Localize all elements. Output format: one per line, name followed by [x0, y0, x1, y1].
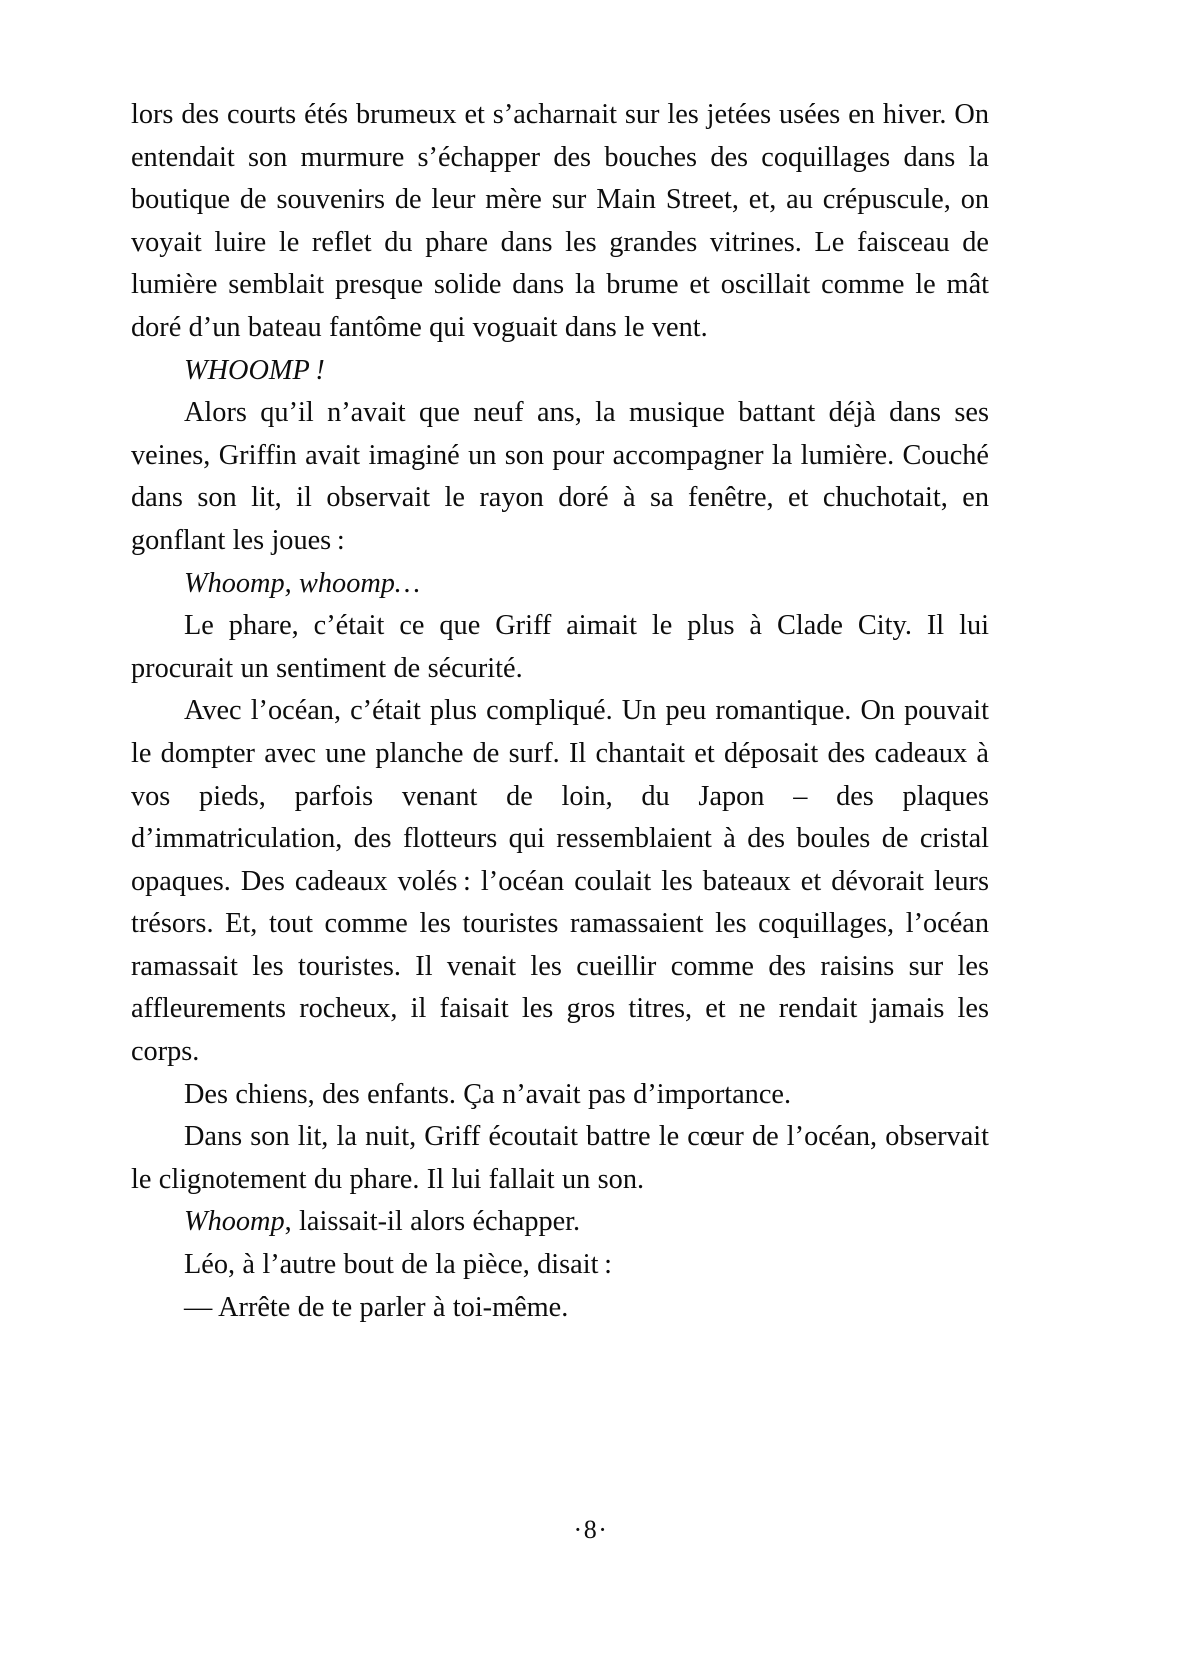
page-number-folio: ·8· — [573, 1515, 609, 1544]
paragraph-dialogue-line — [131, 1287, 989, 1330]
paragraph-text: , laissait-il alors échapper. — [284, 1206, 581, 1238]
paragraph-text: Avec l’océan, c’était plus compliqué. Un peu romantique. On pouvait le dompter avec une planche de surf. Il chantait et déposait des cadeaux à vos pieds, parfois venant de loin, du Japon – des plaques d’immatriculation, des flotteurs qui ressemblaient à des boules de cristal opaques. Des cadeaux volés : l’océan coulait les bateaux et dévorait leurs trésors. Et, tout comme les touristes ramassaient les coquillages, l’océan ramassait les touristes. Il venait les cueillir comme des raisins sur les affleurements rocheux, il faisait les gros titres, et ne rendait jamais les corps. — [131, 695, 989, 1068]
paragraph-text: Des chiens, des enfants. Ça n’avait pas d’importance. — [184, 1078, 792, 1110]
paragraph-text: Léo, à l’autre bout de la pièce, disait : — [184, 1249, 612, 1281]
paragraph-onomatopoeia-whoomp-caps — [131, 350, 989, 393]
onomatopoeia-text: WHOOMP ! — [184, 354, 325, 386]
paragraph-text: Le phare, c’était ce que Griff aimait le plus à Clade City. Il lui procurait un sentiment de sécurité. — [131, 610, 989, 684]
paragraph-whoomp-utterance — [131, 1201, 989, 1244]
paragraph-text: lors des courts étés brumeux et s’acharnait sur les jetées usées en hiver. On entendait son murmure s’échapper des bouches des coquillages dans la boutique de souvenirs de leur mère sur Main Street, et, au crépuscule, on voyait luire le reflet du phare dans les grandes vitrines. Le faisceau de lumière semblait presque solide dans la brume et oscillait comme le mât doré d’un bateau fantôme qui voguait dans le vent. — [131, 99, 989, 343]
onomatopoeia-text: Whoomp — [184, 1206, 285, 1238]
onomatopoeia-text: Whoomp, whoomp… — [184, 567, 421, 599]
paragraph-text: Dans son lit, la nuit, Griff écoutait battre le cœur de l’océan, observait le clignotement du phare. Il lui fallait un son. — [131, 1121, 989, 1195]
paragraph-lighthouse-security — [131, 605, 989, 690]
paragraph-leo-speaks — [131, 1244, 989, 1287]
paragraph-dogs-children — [131, 1074, 989, 1117]
paragraph-night-heartbeat — [131, 1116, 989, 1201]
paragraph-continuation — [131, 94, 989, 350]
page-text-block — [131, 94, 989, 1329]
paragraph-text: Alors qu’il n’avait que neuf ans, la musique battant déjà dans ses veines, Griffin avait imaginé un son pour accompagner la lumière. Couché dans son lit, il observait le rayon doré à sa fenêtre, et chuchotait, en gonflant les joues : — [131, 397, 989, 556]
paragraph-ocean-gifts — [131, 690, 989, 1073]
paragraph-griffin-music — [131, 392, 989, 562]
dialogue-text: — Arrête de te parler à toi-même. — [184, 1291, 569, 1323]
paragraph-onomatopoeia-whoomp-whisper — [131, 563, 989, 606]
